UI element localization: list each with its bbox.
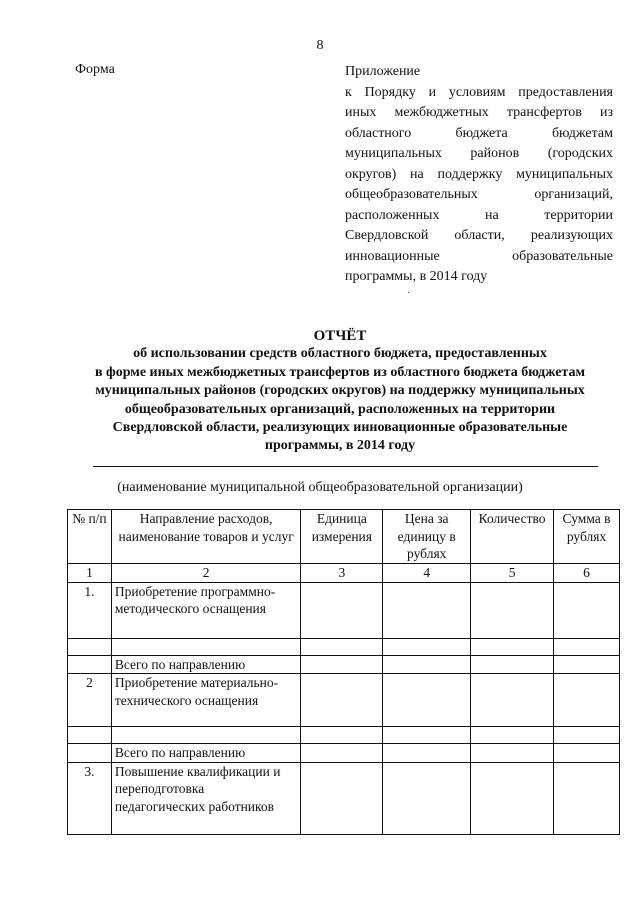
- column-number: 4: [383, 564, 471, 583]
- org-caption: (наименование муниципальной общеобразовательной организации): [117, 480, 523, 495]
- table-header-row: [68, 510, 620, 564]
- report-title-line: общеобразовательных организаций, расположенных на территории: [124, 401, 556, 417]
- appendix-line: Приложение: [345, 64, 421, 79]
- table-row: [68, 655, 620, 674]
- appendix-line: к Порядку и условиям предоставления: [345, 84, 613, 100]
- column-number: 5: [471, 564, 554, 583]
- table-row: [68, 744, 620, 763]
- row-number: 2: [68, 674, 112, 727]
- appendix-line: иных межбюджетных трансфертов из: [345, 105, 613, 120]
- page-number: 8: [316, 38, 324, 53]
- appendix-line: расположенных на территории: [345, 207, 613, 223]
- form-label: Форма: [75, 62, 115, 77]
- section-name: Приобретение программно-методического оснащения: [111, 582, 301, 638]
- col-header-price: Цена за единицу в рублях: [383, 510, 471, 564]
- report-title-line: в форме иных межбюджетных трансфертов из областного бюджета бюджетам: [94, 364, 586, 380]
- report-title-line: программы, в 2014 году: [264, 438, 416, 454]
- row-number: 1.: [68, 582, 112, 638]
- total-label: Всего по направлению: [111, 744, 301, 763]
- col-header-quantity: Количество: [471, 510, 554, 564]
- section-name: Повышение квалификации и переподготовка педагогических работников: [111, 762, 301, 834]
- report-title: [60, 327, 620, 456]
- org-name-line: [93, 466, 598, 467]
- column-number: 3: [301, 564, 383, 583]
- column-number-row: [68, 564, 620, 583]
- appendix-line: программы, в 2014 году: [345, 269, 488, 284]
- appendix-note: [345, 62, 613, 288]
- section-name: Приобретение материально-технического оснащения: [111, 674, 301, 727]
- table-row: [68, 727, 620, 744]
- report-title-main: ОТЧЁТ: [313, 328, 367, 344]
- stray-dot: ·: [407, 288, 411, 299]
- col-header-number: № п/п: [68, 510, 112, 564]
- report-table: [67, 509, 620, 835]
- column-number: 6: [554, 564, 620, 583]
- col-header-unit: Единица измерения: [301, 510, 383, 564]
- appendix-line: областного бюджета бюджетам: [345, 125, 613, 141]
- report-title-line: об использовании средств областного бюджета, предоставленных: [133, 346, 547, 362]
- appendix-line: округов) на поддержку муниципальных: [345, 166, 613, 182]
- total-label: Всего по направлению: [111, 655, 301, 674]
- appendix-line: инновационные образовательные: [345, 248, 613, 264]
- report-title-line: муниципальных районов (городских округов) на поддержку муниципальных: [95, 383, 585, 399]
- table-row: [68, 674, 620, 727]
- report-title-line: Свердловской области, реализующих инновационные образовательные: [112, 420, 568, 436]
- table-row: [68, 762, 620, 834]
- table-row: [68, 638, 620, 655]
- col-header-sum: Сумма в рублях: [554, 510, 620, 564]
- table-row: [68, 582, 620, 638]
- column-number: 2: [111, 564, 301, 583]
- col-header-direction: Направление расходов, наименование товаров и услуг: [111, 510, 301, 564]
- column-number: 1: [68, 564, 112, 583]
- appendix-line: Свердловской области, реализующих: [345, 228, 613, 243]
- appendix-line: общеобразовательных организаций,: [345, 187, 613, 202]
- appendix-line: муниципальных районов (городских: [345, 146, 613, 161]
- row-number: 3.: [68, 762, 112, 834]
